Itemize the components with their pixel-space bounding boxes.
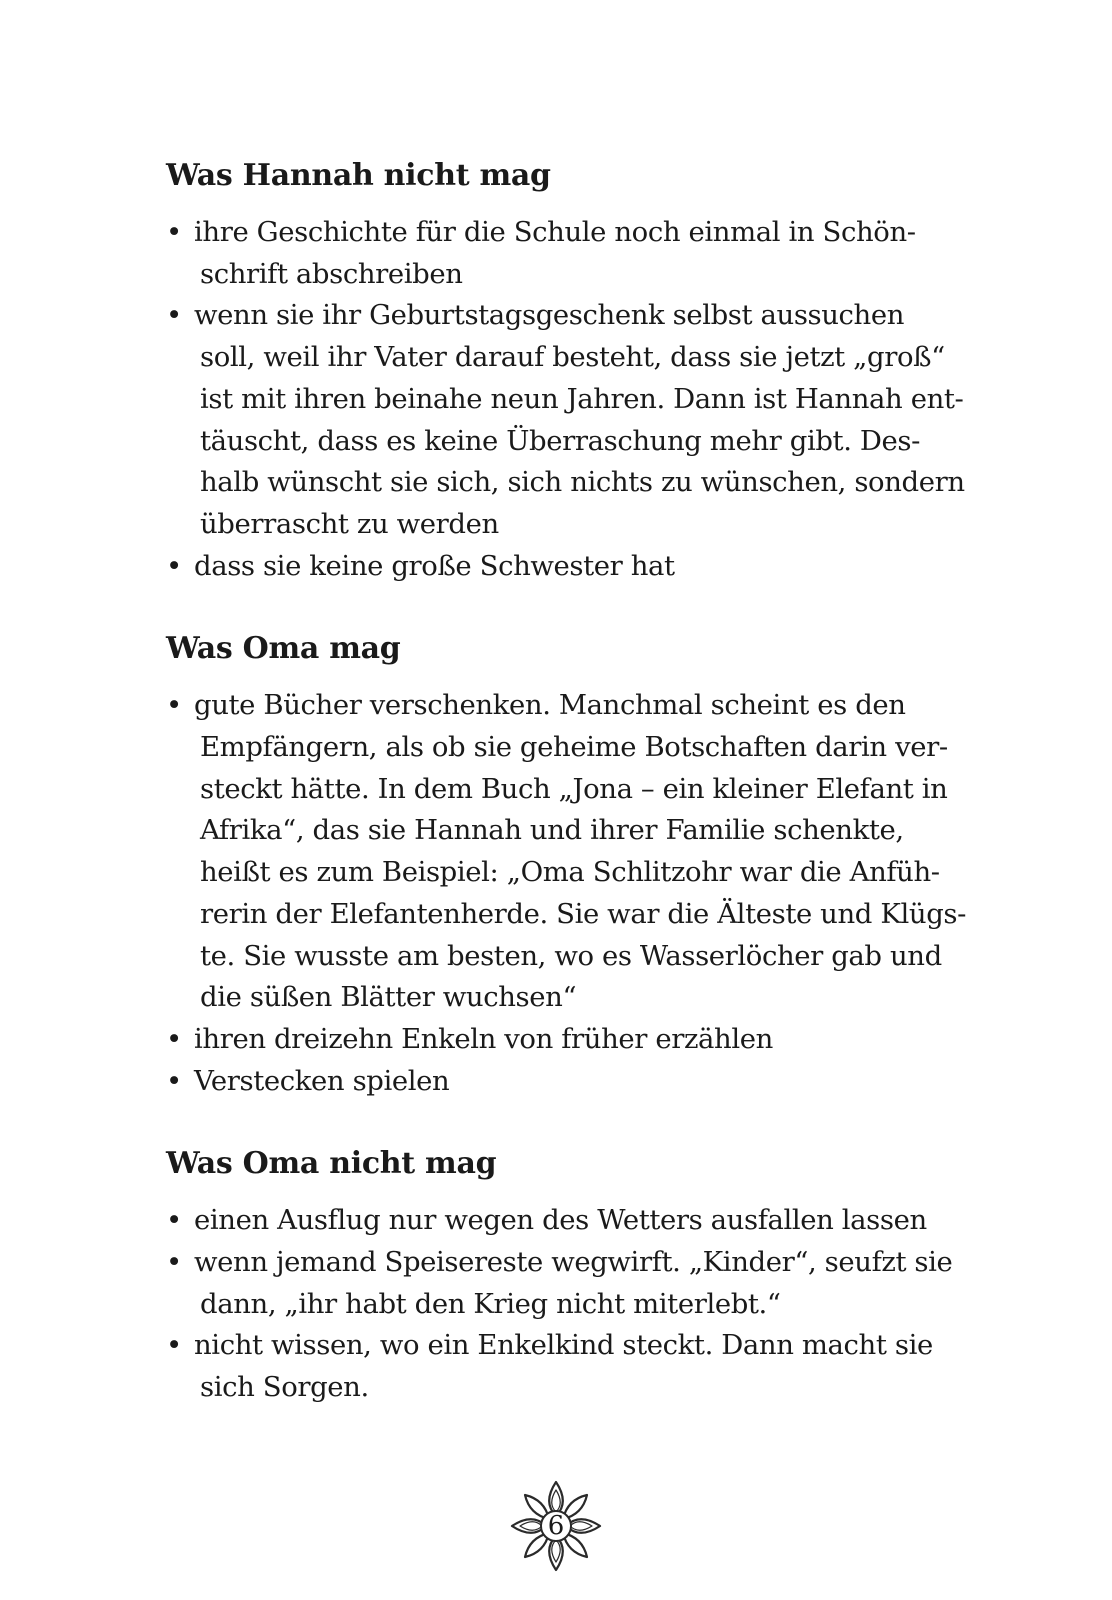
page-number: 6 — [547, 1511, 565, 1541]
list-item-line: einen Ausflug nur wegen des Wetters ausfallen lassen — [194, 1204, 927, 1237]
list-item — [166, 685, 967, 1019]
list-item-line: überrascht zu werden — [200, 507, 499, 540]
list-item — [166, 1242, 956, 1325]
bullet-icon: • — [166, 1329, 182, 1362]
list-item — [166, 1061, 956, 1103]
page-footer — [506, 1476, 606, 1576]
list-item-line: steckt hätte. In dem Buch „Jona – ein kleiner Elefant in — [200, 772, 948, 805]
list-item — [166, 1325, 956, 1408]
section — [166, 1144, 956, 1409]
list-item-line: rerin der Elefantenherde. Sie war die Älteste und Klügs- — [200, 897, 967, 930]
bullet-icon: • — [166, 1064, 182, 1097]
section-heading: Was Oma mag — [166, 631, 401, 667]
list-item-line: wenn sie ihr Geburtstagsgeschenk selbst aussuchen — [194, 299, 905, 332]
list-item-line: dass sie keine große Schwester hat — [194, 549, 675, 582]
list-item — [166, 546, 956, 588]
bullet-icon: • — [166, 1246, 182, 1279]
list-item-line: ist mit ihren beinahe neun Jahren. Dann ist Hannah ent- — [200, 382, 964, 415]
list-item — [166, 212, 956, 295]
bullet-icon: • — [166, 1022, 182, 1055]
bullet-icon: • — [166, 1204, 182, 1237]
section-heading: Was Oma nicht mag — [166, 1146, 497, 1182]
list-item-line: te. Sie wusste am besten, wo es Wasserlöcher gab und — [200, 939, 942, 972]
bullet-icon: • — [166, 216, 182, 248]
page-content — [166, 156, 967, 1451]
list-item-line: Empfängern, als ob sie geheime Botschaften darin ver- — [200, 731, 948, 764]
bullet-list — [166, 212, 965, 587]
list-item-line: gute Bücher verschenken. Manchmal scheint es den — [194, 689, 906, 722]
list-item-line: wenn jemand Speisereste wegwirft. „Kinder“, seufzt sie — [194, 1246, 953, 1279]
list-item-line: halb wünscht sie sich, sich nichts zu wünschen, sondern — [200, 466, 965, 499]
list-item-line: die süßen Blätter wuchsen“ — [200, 981, 577, 1014]
list-item-line: heißt es zum Beispiel: „Oma Schlitzohr war die Anfüh- — [200, 856, 940, 889]
list-item-line: Verstecken spielen — [194, 1064, 450, 1097]
section — [166, 156, 965, 587]
list-item-line: Afrika“, das sie Hannah und ihrer Familie schenkte, — [200, 814, 904, 847]
list-item-line: nicht wissen, wo ein Enkelkind steckt. Dann macht sie — [194, 1329, 933, 1362]
bullet-list — [166, 685, 967, 1102]
list-item-line: sich Sorgen. — [200, 1371, 369, 1404]
list-item-line: ihren dreizehn Enkeln von früher erzählen — [194, 1022, 773, 1055]
bullet-icon: • — [166, 549, 182, 582]
list-item — [166, 1200, 956, 1242]
section-heading: Was Hannah nicht mag — [166, 158, 551, 193]
bullet-icon: • — [166, 689, 182, 722]
list-item-line: schrift abschreiben — [200, 257, 463, 290]
bullet-list — [166, 1200, 956, 1409]
list-item — [166, 295, 965, 545]
section — [166, 629, 967, 1102]
bullet-icon: • — [166, 299, 182, 332]
list-item — [166, 1019, 956, 1061]
list-item-line: dann, „ihr habt den Krieg nicht miterlebt.“ — [200, 1287, 781, 1320]
list-item-line: soll, weil ihr Vater darauf besteht, dass sie jetzt „groß“ — [200, 341, 945, 374]
list-item-line: ihre Geschichte für die Schule noch einmal in Schön- — [194, 216, 916, 248]
list-item-line: täuscht, dass es keine Überraschung mehr gibt. Des- — [200, 424, 921, 457]
